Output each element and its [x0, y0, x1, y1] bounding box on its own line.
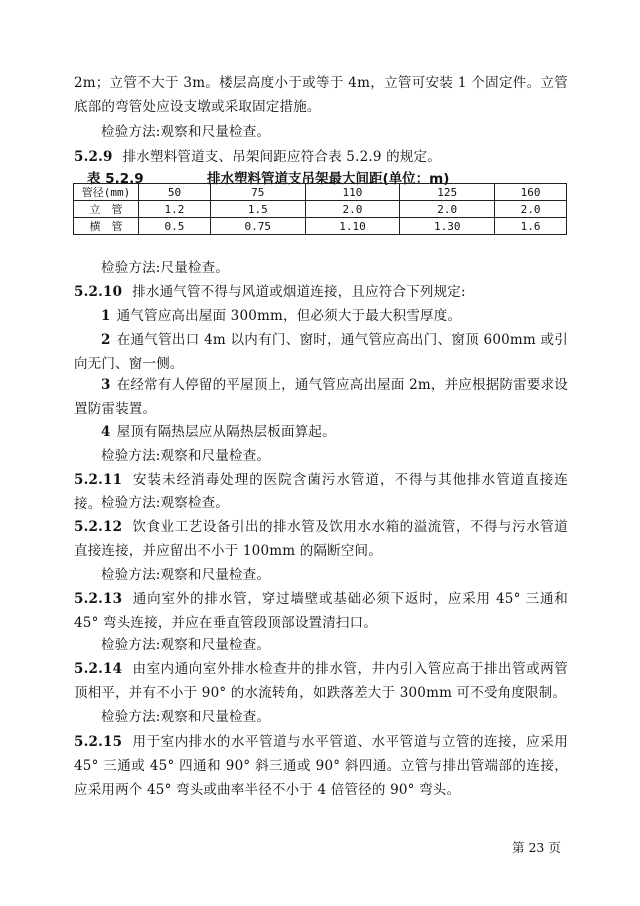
inspection-method: 检验方法:观察和尺量检查。: [101, 709, 271, 725]
clause-text: 排水塑料管道支、吊架间距应符合表 5.2.9 的规定。: [122, 149, 441, 165]
table-cell: 1.5: [210, 201, 305, 218]
table-id: 表 5.2.9: [87, 171, 144, 187]
list-item: [74, 420, 568, 444]
clause-text: 饮食业工艺设备引出的排水管及饮用水水箱的溢流管，不得与污水管道直接连接，并应留出不小于 100mm 的隔断空间。: [74, 519, 568, 559]
table-header-cell: 125: [400, 184, 495, 201]
clause-number: 5.2.15: [74, 734, 123, 750]
clause-text: 通向室外的排水管，穿过墙壁或基础必须下返时，应采用 45° 三通和 45° 弯头连接，并应在垂直管段顶部设置清扫口。: [74, 591, 568, 631]
list-item-text: 屋顶有隔热层应从隔热层板面算起。: [116, 424, 336, 440]
clause-5-2-12: [74, 515, 568, 563]
support-spacing-table: [73, 183, 567, 235]
table-cell: 1.10: [305, 218, 400, 235]
list-item-text: 在通气管出口 4m 以内有门、窗时，通气管应高出门、窗顶 600mm 或引向无门、窗一侧。: [74, 332, 568, 372]
table-cell: 1.30: [400, 218, 495, 235]
table-header-cell: 50: [139, 184, 211, 201]
inspection-method: 检验方法:尺量检查。: [101, 260, 230, 276]
table-row: [74, 218, 567, 235]
clause-text: 排水通气管不得与风道或烟道连接，且应符合下列规定:: [132, 284, 466, 300]
table-header-row: [74, 184, 567, 201]
clause-number: 5.2.12: [74, 519, 123, 535]
inspection-method: 检验方法:观察和尺量检查。: [101, 124, 271, 140]
table-row-label: 横 管: [74, 218, 139, 235]
list-item-text: 在经常有人停留的平屋顶上，通气管应高出屋面 2m，并应根据防雷要求设置防雷装置。: [74, 377, 568, 417]
inspection-method: 检验方法:观察和尺量检查。: [101, 637, 271, 653]
list-item: [74, 328, 568, 376]
list-item-number: 2: [101, 332, 111, 348]
clause-5-2-13: [74, 587, 568, 635]
table-cell: 1.6: [495, 218, 567, 235]
list-item: [74, 373, 568, 421]
clause-number: 5.2.9: [74, 149, 113, 165]
clause-number: 5.2.13: [74, 591, 123, 607]
clause-text: 用于室内排水的水平管道与水平管道、水平管道与立管的连接，应采用 45° 三通或 45° 四通和 90° 斜三通或 90° 斜四通。立管与排出管端部的连接，应采用两个 45° 弯头或曲率半径不小于 4 倍管径的 90° 弯头。: [74, 734, 568, 798]
clause-text: 由室内通向室外排水检查井的排水管，井内引入管应高于排出管或两管顶相平，并有不小于 90° 的水流转角，如跌落差大于 300mm 可不受角度限制。: [74, 661, 568, 701]
table-cell: 2.0: [305, 201, 400, 218]
inspection-method: 检验方法:观察和尺量检查。: [101, 448, 271, 464]
table-cell: 2.0: [495, 201, 567, 218]
table-title: 排水塑料管道支吊架最大间距(单位：m): [207, 171, 450, 187]
list-item-text: 通气管应高出屋面 300mm，但必须大于最大积雪厚度。: [116, 308, 462, 324]
clause-number: 5.2.11: [74, 472, 123, 488]
clause-text: 安装未经消毒处理的医院含菌污水管道，不得与其他排水管道直接连接。: [74, 472, 568, 512]
inspection-method: 检验方法:观察检查。: [101, 495, 230, 511]
table-header-cell: 110: [305, 184, 400, 201]
table-cell: 0.75: [210, 218, 305, 235]
table-header-cell: 160: [495, 184, 567, 201]
list-item-number: 4: [101, 424, 111, 440]
table-cell: 2.0: [400, 201, 495, 218]
clause-5-2-14: [74, 657, 568, 705]
table-header-cell: 管径(mm): [74, 184, 139, 201]
list-item-number: 1: [101, 308, 111, 324]
table-header-cell: 75: [210, 184, 305, 201]
clause-5-2-15: [74, 730, 568, 802]
clause-5-2-9: [74, 145, 568, 169]
list-item: [74, 304, 568, 328]
clause-number: 5.2.10: [74, 284, 123, 300]
table-cell: 1.2: [139, 201, 211, 218]
table-row: [74, 201, 567, 218]
clause-5-2-10: [74, 280, 568, 304]
clause-number: 5.2.14: [74, 661, 123, 677]
table-cell: 0.5: [139, 218, 211, 235]
page-number: 第 23 页: [512, 840, 561, 855]
paragraph-riser-fixing: 2m；立管不大于 3m。楼层高度小于或等于 4m，立管可安装 1 个固定件。立管底部的弯管处应设支墩或采取固定措施。: [74, 75, 568, 115]
inspection-method: 检验方法:观察和尺量检查。: [101, 567, 271, 583]
list-item-number: 3: [101, 377, 111, 393]
table-row-label: 立 管: [74, 201, 139, 218]
